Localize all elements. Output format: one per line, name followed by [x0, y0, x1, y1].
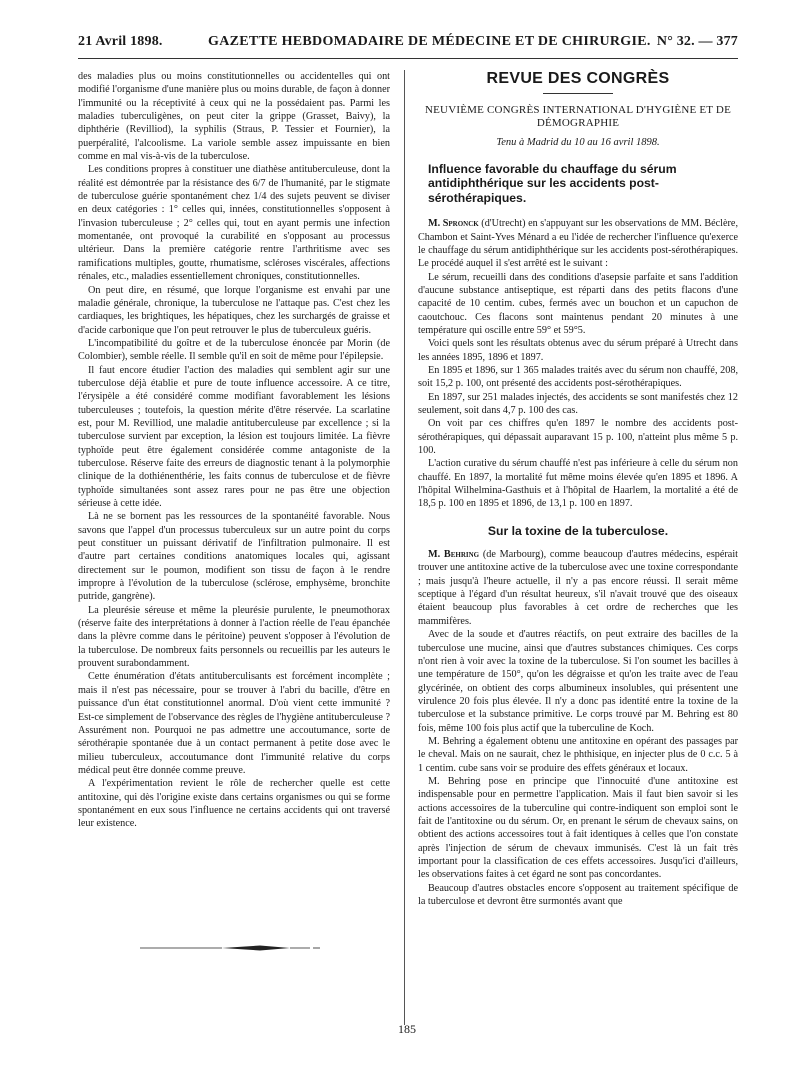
article-2-lead-paragraph — [418, 548, 738, 628]
header-rule — [78, 58, 738, 59]
article-2-title: Sur la toxine de la tuberculose. — [487, 523, 669, 538]
congress-dates: Tenu à Madrid du 10 au 16 avril 1898. — [496, 137, 660, 149]
left-paragraph-7: La pleurésie séreuse et même la pleurésie purulente, le pneumothorax (réserve faite des interprétations à donner à l'action réelle de l'eau épanchée dans la plèvre comme dans le péritoine) peuvent s'opposer à l'évolution de la tuberculose. De nombreux faits personnels ou recueillis par les auteurs le prouvent surabondamment. — [78, 604, 390, 670]
article-2-paragraph-1: Avec de la soude et d'autres réactifs, on peut extraire des bacilles de la tuberculose une mucine, ainsi que d'autres substances chimiques. Ces corps n'ont rien à voir avec la toxine de la tuberculose. Si l'on soumet les bacilles à une température de 150°, qu'on les dégraisse et qu'on les traite avec de l'eau glycérinée, on obtient des corps albumineux insolubles, qui présentent une virulence 20 fois plus élevée. Il n'y a donc pas identité entre la toxine de la tuberculose et la substance primitive. Le corps trouvé par M. Behring est 80 fois, même 100 fois plus actif que la tuberculine de Koch. — [418, 629, 738, 734]
left-paragraph-3: On peut dire, en résumé, que lorque l'organisme est envahi par une maladie générale, chronique, la tuberculose ne l'attaque pas. C'est chez les cardiaques, les brightiques, les hépatiques, chez les surchargés de graisse et d'acide carbonique que l'on peut retrouver le plus de tuberculeux guéris. — [78, 284, 390, 336]
left-column — [78, 70, 390, 831]
congress-title: NEUVIÈME CONGRÈS INTERNATIONAL D'HYGIÈNE ET DE DÉMOGRAPHIE — [424, 104, 731, 130]
section-rule — [543, 93, 613, 94]
column-divider — [404, 70, 405, 1025]
article-1-paragraph-2: Voici quels sont les résultats obtenus avec du sérum préparé à Utrecht dans les années 1895, 1896 et 1897. — [418, 338, 738, 363]
left-paragraph-1: des maladies plus ou moins constitutionnelles ou accidentelles qui ont modifié l'organisme d'une manière plus ou moins durable, de façon à donner l'immunité ou la réceptivité à ceux qui ne la possédaient pas. Parmi les maladies tuberculigènes, on peut citer la grippe (Grasset, Baivy), la diphthérie (Revilliod), la syphilis (Straus, P. Tessier et Fournier), la puerpéralité, l'alcoolisme. La variole semble assez impuissante en bien comme en mal vis-à-vis de la tuberculose. — [78, 71, 390, 163]
article-1-title: Influence favorable du chauffage du sérum antidiphthérique sur les accidents post-sérothérapiques. — [428, 161, 677, 205]
article-1-lead: (d'Utrecht) en s'appuyant sur les observations de MM. Béclère, Chambon et Saint-Yves Ménard a eu l'idée de rechercher l'influence qu'exerce le chauffage du sérum antidiphthérique sur les accidents post-sérothérapiques. Le procédé auquel il s'est arrêté est le suivant : — [418, 218, 738, 270]
article-1-lead-paragraph — [418, 217, 738, 270]
article-2-paragraph-2: M. Behring a également obtenu une antitoxine en opérant des passages par le cheval. Mais on ne saurait, chez le phthisique, en injecter plus de 0 c.c. 5 à 1 centim. cube sans voir se produire des effets généraux et locaux. — [418, 735, 738, 774]
running-header — [78, 34, 738, 56]
right-column — [418, 70, 738, 908]
left-paragraph-2: Les conditions propres à constituer une diathèse antituberculeuse, dont la réalité est démontrée par la résistance des 6/7 de l'humanité, par le stigmate de tuberculose guérie spontanément chez 1/4 des sujets peuvent se diviser en deux catégories : 1° celles qui, innées, constitutionnelles s'opposent à l'invasion tuberculeuse ; 2° celles qui, tout en ayant permis une infection momentanée, ont provoqué la curabilité en s'opposant au processus ultérieur. Dans la première catégorie rentre l'arthritisme avec ses ramifications multiples, goutte, rhumatisme, scléroses viscérales, affections rénales, etc., maladies essentiellement chroniques, constitutionnelles. — [78, 164, 390, 283]
issue-page-number: N° 32. — 377 — [656, 34, 738, 49]
left-paragraph-4: L'incompatibilité du goître et de la tuberculose énoncée par Morin (de Colombier), semble réelle. Il semble qu'il en soit de même pour l'épilepsie. — [78, 337, 390, 363]
issue-date: 21 Avril 1898. — [78, 34, 163, 49]
article-1-paragraph-6: L'action curative du sérum chauffé n'est pas inférieure à celle du sérum non chauffé. En 1897, la mortalité fut même moins élevée qu'en 1895 et 1896. A l'hôpital Wilhelmina-Gasthuis et à l'hôpital de Haarlem, la mortalité a été de 18,5 p. 100 en 1895 et 1896, de 13,1 p. 100 en 1897. — [418, 458, 738, 510]
article-2-author: M. Behring — [428, 549, 480, 561]
left-paragraph-8: Cette énumération d'états antituberculisants est forcément incomplète ; mais il n'est pas nécessaire, pour se trouver à l'abri du bacille, d'être en puissance d'un état constitutionnel anormal. D'où vient cette immunité ? Est-ce simplement de l'observance des règles de l'hygiène antituberculeuse ? Assurément non. Pourquoi ne pas admettre une accoutumance, sorte de sérothérapie spontanée due à un contact permanent à petite dose avec le milieu tuberculeux, accoutumance dont l'immunité relative du corps médical peut être donnée comme preuve. — [78, 671, 390, 776]
article-2-lead: (de Marbourg), comme beaucoup d'autres médecins, espérait trouver une antitoxine active de la tuberculose avec une toxine correspondante ; mais jusqu'à l'heure actuelle, il n'y a pas encore réussi. Il serait même sceptique à l'égard d'un résultat heureux, s'il n'avait trouvé que des oiseaux étaient beaucoup plus favorables à cet ordre de recherches que les mammifères. — [418, 549, 738, 627]
article-1-paragraph-4: En 1897, sur 251 malades injectés, des accidents se sont manifestés chez 12 seulement, soit dans 4,7 p. 100 des cas. — [418, 391, 738, 416]
left-paragraph-9: A l'expérimentation revient le rôle de rechercher quelle est cette antitoxine, qui dès l'origine existe dans certains organismes ou qui se forme spontanément en eux sous l'influence ne certains accidents qui ont traversé leur existence. — [78, 778, 390, 830]
folio-number: 185 — [398, 1022, 416, 1036]
article-1-paragraph-3: En 1895 et 1896, sur 1 365 malades traités avec du sérum non chauffé, 208, soit 15,2 p. 100, ont présenté des accidents post-sérothérapiques. — [418, 364, 738, 390]
article-1-paragraph-1: Le sérum, recueilli dans des conditions d'asepsie parfaite et sans l'addition d'aucune substance antiseptique, est réparti dans des petits flacons d'une capacité de 10 centim. cubes, fermés avec un bouchon et un capuchon de caoutchouc. Ces flacons sont maintenus pendant 20 minutes à une température qui oscille entre 59° et 59°5. — [418, 271, 738, 336]
left-paragraph-5: Il faut encore étudier l'action des maladies qui semblent agir sur une tuberculose déjà établie et pure de toute influence accessoire. A ce titre, l'érysipèle a été considéré comme modifiant favorablement les lésions tuberculeuses ; toutefois, la question mérite d'être réservée. La scarlatine est, pour M. Revilliod, une maladie antituberculeuse par excellence ; si la tuberculose survient par exception, la lésion est toujours limitée. La fièvre typhoïde peut être également considérée comme antagoniste de la tuberculose. Réserve faite des erreurs de diagnostic tenant à la polymorphie clinique de la dothiénenthérie, les faits connus de tuberculose et de fièvre typhoïde simultanées sont assez rares pour ne pas être une objection sérieuse à cette idée. — [78, 364, 390, 509]
article-1-author: M. Spronck — [428, 218, 479, 230]
article-1-paragraph-5: On voit par ces chiffres qu'en 1897 le nombre des accidents post-sérothérapiques, qui dépassait auparavant 15 p. 100, n'atteint plus même 5 p. 100. — [418, 418, 738, 457]
ornamental-rule — [140, 942, 320, 954]
article-2-paragraph-3: M. Behring pose en principe que l'innocuité d'une antitoxine est indispensable pour en permettre l'application. Mais il faut bien savoir si les actions accessoires de la tuberculine qui contre-indiquent son emploi sont le fait de l'antitoxine ou du sérum. Or, en prenant le sérum de chevaux sains, on obtient des actions accessoires tout à fait identiques à celles que l'on constate après l'injection de sérum de chevaux immunisés. C'est là un fait très important pour la classification de ces effets accessoires. Jusqu'ici d'ailleurs, les observations faites à cet égard ne sont pas concordantes. — [418, 775, 738, 881]
left-paragraph-6: Là ne se bornent pas les ressources de la spontanéité favorable. Nous savons que l'appel d'un processus tuberculeux sur un autre point du corps peut constituer un puissant dérivatif de l'infiltration pulmonaire. Il est d'autre part certaines conditions anatomiques locales qui, agissant directement sur le poumon, modifient son tissu de façon à le rendre impropre à l'évolution de la tuberculose (sclérose, emphysème, bronchite putride, gangrène). — [78, 511, 390, 603]
section-title: REVUE DES CONGRÈS — [486, 70, 670, 87]
article-2-paragraph-4: Beaucoup d'autres obstacles encore s'opposent au traitement spécifique de la tuberculose et devront être surmontés avant que — [418, 882, 738, 908]
journal-title: GAZETTE HEBDOMADAIRE DE MÉDECINE ET DE CHIRURGIE. — [208, 34, 651, 49]
